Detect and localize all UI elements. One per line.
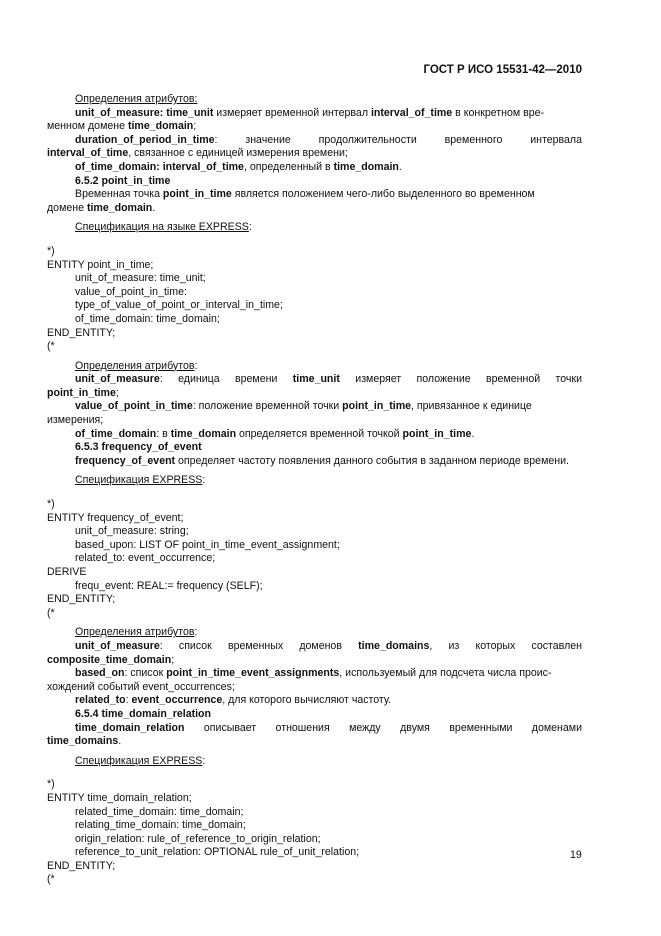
standard-header: ГОСТ Р ИСО 15531-42—2010 <box>423 64 582 76</box>
text-span: , определенный в <box>243 160 334 173</box>
text-line <box>47 778 582 792</box>
text-line <box>47 161 582 175</box>
bold-term: interval_of_time <box>370 106 453 119</box>
text-span: измеряет временной интервал <box>213 106 371 119</box>
text-line <box>47 107 582 121</box>
text-span: type_of_value_of_point_or_interval_in_time; <box>75 299 283 312</box>
bold-term: time_domain_relation <box>75 721 185 734</box>
spacer <box>47 768 582 778</box>
bold-term: unit_of_measure <box>75 373 160 386</box>
page-body <box>47 93 582 887</box>
text-span: unit_of_measure: string; <box>75 525 189 538</box>
text-line <box>47 286 582 300</box>
text-span: определяет частоту появления данного события в заданном периоде времени. <box>175 454 569 467</box>
text-span: END_ENTITY; <box>47 326 116 339</box>
text-line <box>47 860 582 874</box>
text-line <box>47 272 582 286</box>
text-line <box>47 474 582 488</box>
text-line <box>47 373 582 387</box>
text-span: ENTITY frequency_of_event; <box>47 511 184 524</box>
text-span: *) <box>47 244 55 257</box>
bold-term: 6.5.3 frequency_of_event <box>75 441 202 454</box>
bold-term: time_domains <box>358 639 430 652</box>
section-caption: Спецификация EXPRESS <box>75 474 203 487</box>
text-span: измерения; <box>47 414 104 427</box>
bold-term: 6.5.2 point_in_time <box>75 174 171 187</box>
text-span: relating_time_domain: time_domain; <box>75 819 246 832</box>
text-line <box>47 722 582 736</box>
text-line <box>47 654 582 668</box>
text-line <box>47 327 582 341</box>
bold-term: time_domain <box>333 160 399 173</box>
text-span: в конкретном вре- <box>452 106 545 119</box>
text-span: origin_relation: rule_of_reference_to_origin_relation; <box>75 832 321 845</box>
text-span: определяется временной точкой <box>236 427 403 440</box>
section-caption: Определения атрибутов <box>75 626 195 639</box>
bold-term: time_domain <box>127 120 194 133</box>
text-line <box>47 360 582 374</box>
text-line <box>47 580 582 594</box>
text-span: END_ENTITY; <box>47 593 116 606</box>
text-line <box>47 414 582 428</box>
text-span: , связанное с единицей измерения времени; <box>128 147 348 160</box>
text-line <box>47 245 582 259</box>
text-span: . <box>152 201 156 214</box>
text-line <box>47 626 582 640</box>
text-span: ; <box>115 386 119 399</box>
bold-term: point_in_time <box>47 386 116 399</box>
text-span: . <box>471 427 475 440</box>
text-line <box>47 681 582 695</box>
text-span: : в <box>156 427 171 440</box>
bold-term: time_domains <box>47 735 119 748</box>
text-line <box>47 755 582 769</box>
text-span: based_upon: LIST OF point_in_time_event_assignment; <box>75 538 340 551</box>
bold-term: composite_time_domain <box>47 653 172 666</box>
text-span: *) <box>47 498 55 511</box>
text-line <box>47 120 582 134</box>
text-line <box>47 640 582 654</box>
text-line <box>47 188 582 202</box>
text-line <box>47 221 582 235</box>
text-line <box>47 819 582 833</box>
section-caption: Определения атрибутов: <box>75 93 198 105</box>
text-span: : <box>202 474 206 487</box>
page-number: 19 <box>570 849 582 861</box>
text-line <box>47 175 582 189</box>
text-span: ; <box>193 120 197 133</box>
text-span: : <box>194 626 198 639</box>
bold-term: : <box>159 106 167 119</box>
section-caption: Спецификация на языке EXPRESS <box>75 221 249 234</box>
bold-term: point_in_time <box>162 188 232 201</box>
text-span: . <box>398 160 402 173</box>
text-line <box>47 202 582 216</box>
bold-term: unit_of_measure <box>75 639 160 652</box>
text-span: ENTITY time_domain_relation; <box>47 791 192 804</box>
text-span: (* <box>47 873 55 886</box>
text-span: : <box>194 359 198 372</box>
text-span: : список <box>124 667 167 680</box>
text-span: хождений событий event_occurrences; <box>47 680 235 693</box>
text-span: related_time_domain: time_domain; <box>75 805 244 818</box>
text-span: домене <box>47 201 87 214</box>
text-line <box>47 93 582 107</box>
text-line <box>47 259 582 273</box>
text-line <box>47 833 582 847</box>
text-span: : список временных доменов <box>159 639 359 652</box>
text-line <box>47 525 582 539</box>
text-span: related_to: event_occurrence; <box>75 552 216 565</box>
text-line <box>47 539 582 553</box>
bold-term: point_in_time <box>402 427 472 440</box>
spacer <box>47 488 582 498</box>
bold-term: point_in_time <box>342 400 412 413</box>
text-line <box>47 593 582 607</box>
bold-term: interval_of_time <box>47 147 129 160</box>
bold-term: time_unit <box>292 373 340 386</box>
text-span: : положение временной точки <box>192 400 343 413</box>
text-span: reference_to_unit_relation: OPTIONAL rule_of_unit_relation; <box>75 846 360 859</box>
bold-term: duration_of_period_in_time <box>75 133 215 146</box>
bold-term: event_occurrence <box>131 694 223 707</box>
text-line <box>47 552 582 566</box>
text-span: : значение продолжительности временного интервала <box>214 133 582 146</box>
text-line <box>47 566 582 580</box>
text-line <box>47 667 582 681</box>
text-span: : единица времени <box>159 373 293 386</box>
text-span: , из которых составлен <box>429 639 582 652</box>
bold-term: of_time_domain <box>75 427 157 440</box>
bold-term: 6.5.4 time_domain_relation <box>75 707 212 720</box>
text-line <box>47 400 582 414</box>
section-caption: Спецификация EXPRESS <box>75 754 203 767</box>
text-span: : <box>248 221 252 234</box>
text-line <box>47 873 582 887</box>
bold-term: time_domain <box>86 201 153 214</box>
text-span: END_ENTITY; <box>47 859 116 872</box>
text-line <box>47 441 582 455</box>
text-span: ; <box>171 653 175 666</box>
text-span: менном домене <box>47 120 128 133</box>
text-span: value_of_point_in_time: <box>75 285 187 298</box>
text-line <box>47 147 582 161</box>
text-span: . <box>118 735 122 748</box>
text-span: unit_of_measure: time_unit; <box>75 272 206 285</box>
text-line <box>47 387 582 401</box>
text-line <box>47 313 582 327</box>
text-line <box>47 340 582 354</box>
text-line <box>47 846 582 860</box>
bold-term: point_in_time_event_assignments <box>166 667 340 680</box>
bold-term: value_of_point_in_time <box>75 400 193 413</box>
text-span: frequ_event: REAL:= frequency (SELF); <box>75 579 263 592</box>
bold-term: time_domain <box>170 427 237 440</box>
text-span: of_time_domain: time_domain; <box>75 312 220 325</box>
text-span: является положением чего-либо выделенного во временном <box>231 188 535 201</box>
bold-term: unit_of_measure <box>75 106 160 119</box>
text-line <box>47 735 582 749</box>
text-span: , привязанное к единице <box>411 400 532 413</box>
bold-term: based_on <box>75 667 125 680</box>
section-caption: Определения атрибутов <box>75 359 195 372</box>
text-span: , для которого вычисляют частоту. <box>222 694 392 707</box>
bold-term: frequency_of_event <box>75 454 176 467</box>
text-span: ENTITY point_in_time; <box>47 258 154 271</box>
bold-term: related_to <box>75 694 126 707</box>
text-line <box>47 806 582 820</box>
text-line <box>47 607 582 621</box>
text-span: измеряет положение временной точки <box>339 373 582 386</box>
text-span: Временная точка <box>75 188 163 201</box>
text-span: (* <box>47 340 55 353</box>
text-span: : <box>202 754 206 767</box>
text-line <box>47 455 582 469</box>
bold-term: time_unit <box>166 106 214 119</box>
text-line <box>47 498 582 512</box>
text-line <box>47 299 582 313</box>
text-span: (* <box>47 606 55 619</box>
text-span: : <box>125 694 132 707</box>
bold-term: of_time_domain: interval_of_time <box>75 160 244 173</box>
text-span: описывает отношения между двумя временными доменами <box>184 721 582 734</box>
text-line <box>47 428 582 442</box>
text-line <box>47 694 582 708</box>
spacer <box>47 235 582 245</box>
text-span: *) <box>47 778 55 791</box>
text-line <box>47 792 582 806</box>
text-span: , используемый для подсчета числа проис- <box>339 667 552 680</box>
text-span: DERIVE <box>47 566 87 578</box>
text-line <box>47 512 582 526</box>
text-line <box>47 134 582 148</box>
text-line <box>47 708 582 722</box>
